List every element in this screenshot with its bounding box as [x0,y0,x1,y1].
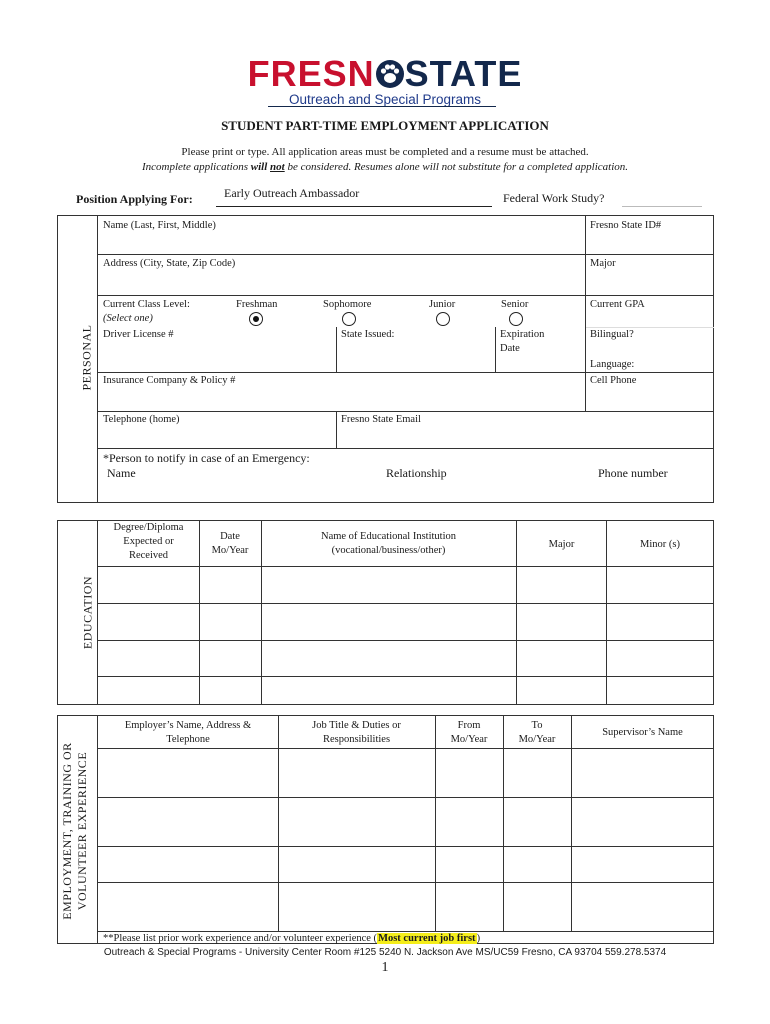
col-to-header: To Mo/Year [518,720,556,745]
radio-junior[interactable] [436,312,450,326]
col-degree-header: Degree/Diploma Expected or Received [113,522,184,561]
divider [97,797,714,798]
class-level-label: Current Class Level: [103,299,190,310]
logo-subtitle: Outreach and Special Programs [288,92,482,107]
divider [571,715,572,931]
footer-address: Outreach & Special Programs - University Center Room #125 5240 N. Jackson Ave MS/UC59 Fresno, CA 93704 559.278.5374 [103,947,667,958]
divider [97,882,714,883]
address-field[interactable]: Address (City, State, Zip Code) [103,258,236,269]
telephone-home-field[interactable]: Telephone (home) [103,414,180,425]
divider [97,411,714,412]
divider [97,748,714,749]
instructions-line-1: Please print or type. All application areas must be completed and a resume must be attached. [181,146,589,158]
col-minor-header: Minor (s) [640,539,680,550]
divider [97,520,98,705]
divider [97,846,714,847]
federal-work-study-label: Federal Work Study? [503,191,605,205]
divider [585,215,586,411]
divider [97,676,714,677]
name-field[interactable]: Name (Last, First, Middle) [103,220,216,231]
divider [435,715,436,931]
divider [97,295,714,296]
logo-text-state: STATE [404,53,523,94]
divider [278,715,279,931]
divider [97,448,714,449]
major-field[interactable]: Major [590,258,616,269]
cell-phone-field[interactable]: Cell Phone [590,375,637,386]
state-issued-field[interactable]: State Issued: [341,329,395,340]
divider [336,327,337,372]
instructions-line-2: Incomplete applications will not be considered. Resumes alone will not substitute for a completed application. [141,161,628,173]
driver-license-field[interactable]: Driver License # [103,329,174,340]
employment-section [57,715,714,944]
insurance-field[interactable]: Insurance Company & Policy # [103,375,236,386]
divider [97,603,714,604]
form-title: STUDENT PART-TIME EMPLOYMENT APPLICATION [221,118,549,133]
col-major-header: Major [548,539,575,550]
radio-sophomore[interactable] [342,312,356,326]
col-date-header: Date Mo/Year [211,531,249,556]
paw-icon [375,59,405,89]
highlighted-note: Most current job first [378,933,476,944]
emergency-relationship-field[interactable]: Relationship [386,466,447,480]
col-institution-header: Name of Educational Institution (vocational/business/other) [320,531,456,556]
divider [97,254,714,255]
emergency-contact-label: *Person to notify in case of an Emergency: [103,451,310,465]
divider [503,715,504,931]
divider [336,411,337,448]
employment-note: **Please list prior work experience and/or volunteer experience (Most current job first) [103,933,481,944]
page-number: 1 [381,960,389,975]
divider [97,215,98,503]
class-option-label: Freshman [236,299,278,310]
class-option-label: Senior [501,299,529,310]
fresno-state-id-field[interactable]: Fresno State ID# [590,220,662,231]
logo-underline [268,106,496,107]
radio-senior[interactable] [509,312,523,326]
emergency-name-field[interactable]: Name [107,466,136,480]
employment-section-label: EMPLOYMENT, TRAINING OR VOLUNTEER EXPERIENCE [60,742,89,920]
col-supervisor-header: Supervisor’s Name [602,727,683,738]
class-option-label: Junior [429,299,456,310]
emergency-phone-field[interactable]: Phone number [598,466,668,480]
divider [97,566,714,567]
fresno-state-email-field[interactable]: Fresno State Email [341,414,421,425]
federal-work-study-input[interactable] [622,206,702,207]
fresno-state-logo [0,54,770,94]
education-section-label: EDUCATION [80,575,95,650]
class-option-label: Sophomore [323,299,372,310]
logo-text-fresno: FRESN [247,53,375,94]
personal-section-label: PERSONAL [79,324,94,391]
bilingual-field[interactable]: Bilingual? [590,329,634,340]
language-field[interactable]: Language: [590,359,635,370]
position-label: Position Applying For: [76,192,193,206]
col-job-title-header: Job Title & Duties or Responsibilities [312,720,401,745]
select-one-hint: (Select one) [103,313,153,324]
position-underline [216,206,492,207]
divider [97,372,714,373]
divider [97,640,714,641]
col-employer-header: Employer’s Name, Address & Telephone [124,720,252,745]
col-from-header: From Mo/Year [450,720,488,745]
radio-freshman[interactable] [249,312,263,326]
divider [97,715,98,944]
expiration-date-field[interactable]: Expiration Date [500,329,545,354]
divider [495,327,496,372]
gpa-field[interactable]: Current GPA [590,299,645,310]
position-input[interactable]: Early Outreach Ambassador [224,186,360,200]
